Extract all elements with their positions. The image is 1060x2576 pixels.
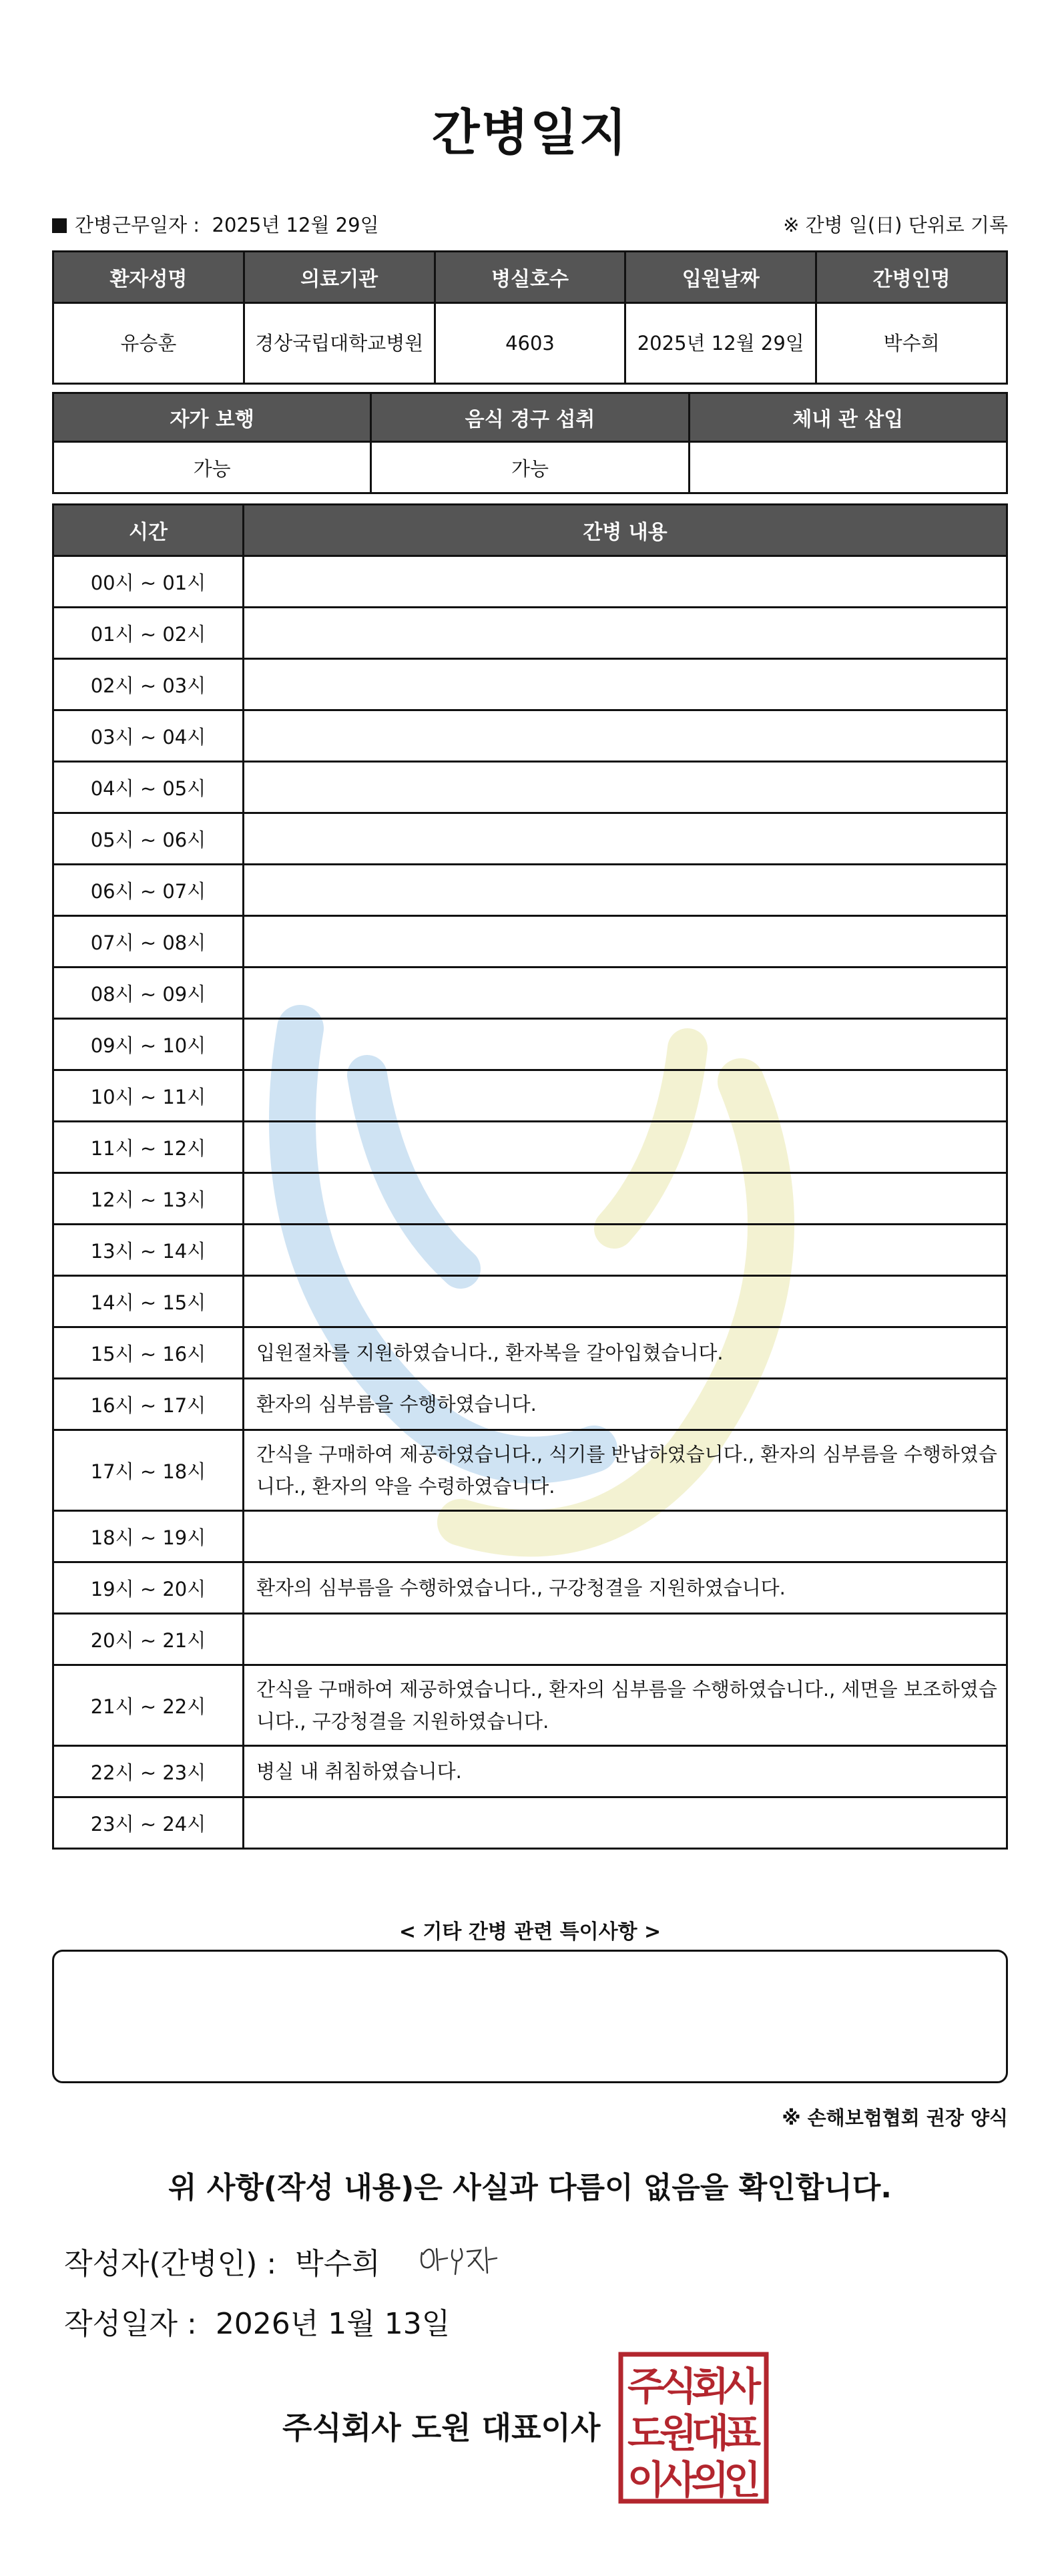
content-cell: [244, 1122, 1007, 1173]
time-cell: 03시 ~ 04시: [53, 710, 244, 762]
time-cell: 15시 ~ 16시: [53, 1327, 244, 1379]
table-row: [53, 710, 1007, 762]
content-cell: [244, 762, 1007, 813]
time-cell: 20시 ~ 21시: [53, 1614, 244, 1665]
handwritten-signature: [417, 2241, 503, 2281]
time-cell: 05시 ~ 06시: [53, 813, 244, 865]
content-cell: 간식을 구매하여 제공하였습니다., 식기를 반납하였습니다., 환자의 심부름을 수행하였습니다., 환자의 약을 수령하였습니다.: [244, 1430, 1007, 1511]
svg-text:주: 주: [627, 2364, 666, 2409]
content-cell: 환자의 심부름을 수행하였습니다.: [244, 1379, 1007, 1430]
time-cell: 08시 ~ 09시: [53, 968, 244, 1019]
time-cell: 19시 ~ 20시: [53, 1562, 244, 1614]
header-time: 시간: [53, 505, 244, 556]
table-row: [53, 608, 1007, 659]
svg-text:회: 회: [691, 2364, 730, 2409]
time-cell: 21시 ~ 22시: [53, 1665, 244, 1746]
table-row: [53, 1173, 1007, 1225]
oral-intake-value: 가능: [371, 442, 689, 493]
table-row: [53, 1327, 1007, 1379]
table-row: [53, 762, 1007, 813]
time-cell: 14시 ~ 15시: [53, 1276, 244, 1327]
content-cell: [244, 1070, 1007, 1122]
content-cell: [244, 813, 1007, 865]
time-cell: 06시 ~ 07시: [53, 865, 244, 916]
content-cell: [244, 1019, 1007, 1070]
patient-info-table: [52, 250, 1008, 385]
header-care-content: 간병 내용: [244, 505, 1007, 556]
table-row: [53, 556, 1007, 608]
svg-text:사: 사: [723, 2364, 762, 2409]
svg-text:인: 인: [723, 2457, 762, 2503]
table-row: [53, 813, 1007, 865]
time-cell: 00시 ~ 01시: [53, 556, 244, 608]
table-row: [53, 1746, 1007, 1797]
work-date-label: 간병근무일자 :: [75, 214, 200, 236]
time-cell: 09시 ~ 10시: [53, 1019, 244, 1070]
time-cell: 23시 ~ 24시: [53, 1797, 244, 1849]
work-date-line: [52, 210, 379, 238]
content-cell: 병실 내 취침하였습니다.: [244, 1746, 1007, 1797]
table-row: [53, 1511, 1007, 1562]
table-row: [53, 1430, 1007, 1511]
table-row: [53, 865, 1007, 916]
table-row: [53, 659, 1007, 710]
table-row: [53, 1070, 1007, 1122]
svg-text:사: 사: [659, 2457, 698, 2503]
time-cell: 10시 ~ 11시: [53, 1070, 244, 1122]
written-date-value: 2026년 1월 13일: [215, 2307, 451, 2341]
writer-label: 작성자(간병인) :: [64, 2247, 277, 2281]
confirm-statement: 위 사항(작성 내용)은 사실과 다름이 없음을 확인합니다.: [168, 2171, 892, 2205]
table-row: [53, 1276, 1007, 1327]
time-cell: 18시 ~ 19시: [53, 1511, 244, 1562]
self-walking-value: 가능: [53, 442, 371, 493]
room-number: 4603: [435, 303, 625, 384]
content-cell: [244, 659, 1007, 710]
content-cell: [244, 608, 1007, 659]
svg-text:식: 식: [659, 2364, 698, 2409]
care-log-table: [52, 503, 1008, 1850]
work-date-value: 2025년 12월 29일: [212, 214, 379, 236]
header-self-walking: 자가 보행: [53, 393, 371, 442]
time-cell: 13시 ~ 14시: [53, 1225, 244, 1276]
time-cell: 04시 ~ 05시: [53, 762, 244, 813]
content-cell: [244, 968, 1007, 1019]
notes-box: [52, 1950, 1008, 2083]
content-cell: [244, 1225, 1007, 1276]
svg-text:이: 이: [627, 2457, 666, 2503]
content-cell: [244, 865, 1007, 916]
svg-text:의: 의: [691, 2457, 730, 2503]
patient-status-table: [52, 392, 1008, 494]
recommend-note: ※ 손해보험협회 권장 양식: [782, 2107, 1008, 2129]
unit-note: ※ 간병 일(日) 단위로 기록: [783, 214, 1008, 236]
content-cell: [244, 1511, 1007, 1562]
content-cell: [244, 710, 1007, 762]
table-row: [53, 916, 1007, 968]
table-row: [53, 1019, 1007, 1070]
notes-title: < 기타 간병 관련 특이사항 >: [399, 1920, 661, 1944]
svg-text:표: 표: [723, 2410, 762, 2456]
company-seal-stamp: [617, 2350, 770, 2505]
content-cell: [244, 1173, 1007, 1225]
tube-insertion-value: [689, 442, 1007, 493]
time-cell: 16시 ~ 17시: [53, 1379, 244, 1430]
time-cell: 02시 ~ 03시: [53, 659, 244, 710]
table-row: [53, 1379, 1007, 1430]
table-row: [53, 1797, 1007, 1849]
content-cell: 환자의 심부름을 수행하였습니다., 구강청결을 지원하였습니다.: [244, 1562, 1007, 1614]
time-cell: 01시 ~ 02시: [53, 608, 244, 659]
table-row: [53, 1225, 1007, 1276]
header-caregiver-name: 간병인명: [816, 252, 1007, 303]
header-hospital: 의료기관: [244, 252, 435, 303]
hospital-name: 경상국립대학교병원: [244, 303, 435, 384]
content-cell: 입원절차를 지원하였습니다., 환자복을 갈아입혔습니다.: [244, 1327, 1007, 1379]
written-date-line: [64, 2300, 450, 2342]
patient-name: 유승훈: [53, 303, 244, 384]
writer-name: 박수희: [295, 2247, 380, 2281]
svg-text:도: 도: [627, 2410, 666, 2456]
header-patient-name: 환자성명: [53, 252, 244, 303]
company-representative: 주식회사 도원 대표이사: [282, 2410, 601, 2446]
table-row: [53, 1562, 1007, 1614]
header-room-number: 병실호수: [435, 252, 625, 303]
table-row: [53, 1122, 1007, 1173]
time-cell: 11시 ~ 12시: [53, 1122, 244, 1173]
svg-text:대: 대: [691, 2410, 730, 2456]
time-cell: 22시 ~ 23시: [53, 1746, 244, 1797]
header-oral-intake: 음식 경구 섭취: [371, 393, 689, 442]
caregiver-name: 박수희: [816, 303, 1007, 384]
header-admission-date: 입원날짜: [625, 252, 816, 303]
content-cell: [244, 916, 1007, 968]
content-cell: [244, 1614, 1007, 1665]
table-row: [53, 968, 1007, 1019]
time-cell: 07시 ~ 08시: [53, 916, 244, 968]
table-row: [53, 1614, 1007, 1665]
written-date-label: 작성일자 :: [64, 2307, 197, 2341]
time-cell: 12시 ~ 13시: [53, 1173, 244, 1225]
content-cell: 간식을 구매하여 제공하였습니다., 환자의 심부름을 수행하였습니다., 세면을 보조하였습니다., 구강청결을 지원하였습니다.: [244, 1665, 1007, 1746]
admission-date: 2025년 12월 29일: [625, 303, 816, 384]
square-bullet-icon: [52, 218, 67, 233]
svg-text:원: 원: [659, 2410, 698, 2456]
table-row: [53, 1665, 1007, 1746]
writer-line: [64, 2239, 503, 2282]
document-title: 간병일지: [432, 104, 628, 162]
content-cell: [244, 1276, 1007, 1327]
content-cell: [244, 556, 1007, 608]
content-cell: [244, 1797, 1007, 1849]
time-cell: 17시 ~ 18시: [53, 1430, 244, 1511]
header-tube-insertion: 체내 관 삽입: [689, 393, 1007, 442]
